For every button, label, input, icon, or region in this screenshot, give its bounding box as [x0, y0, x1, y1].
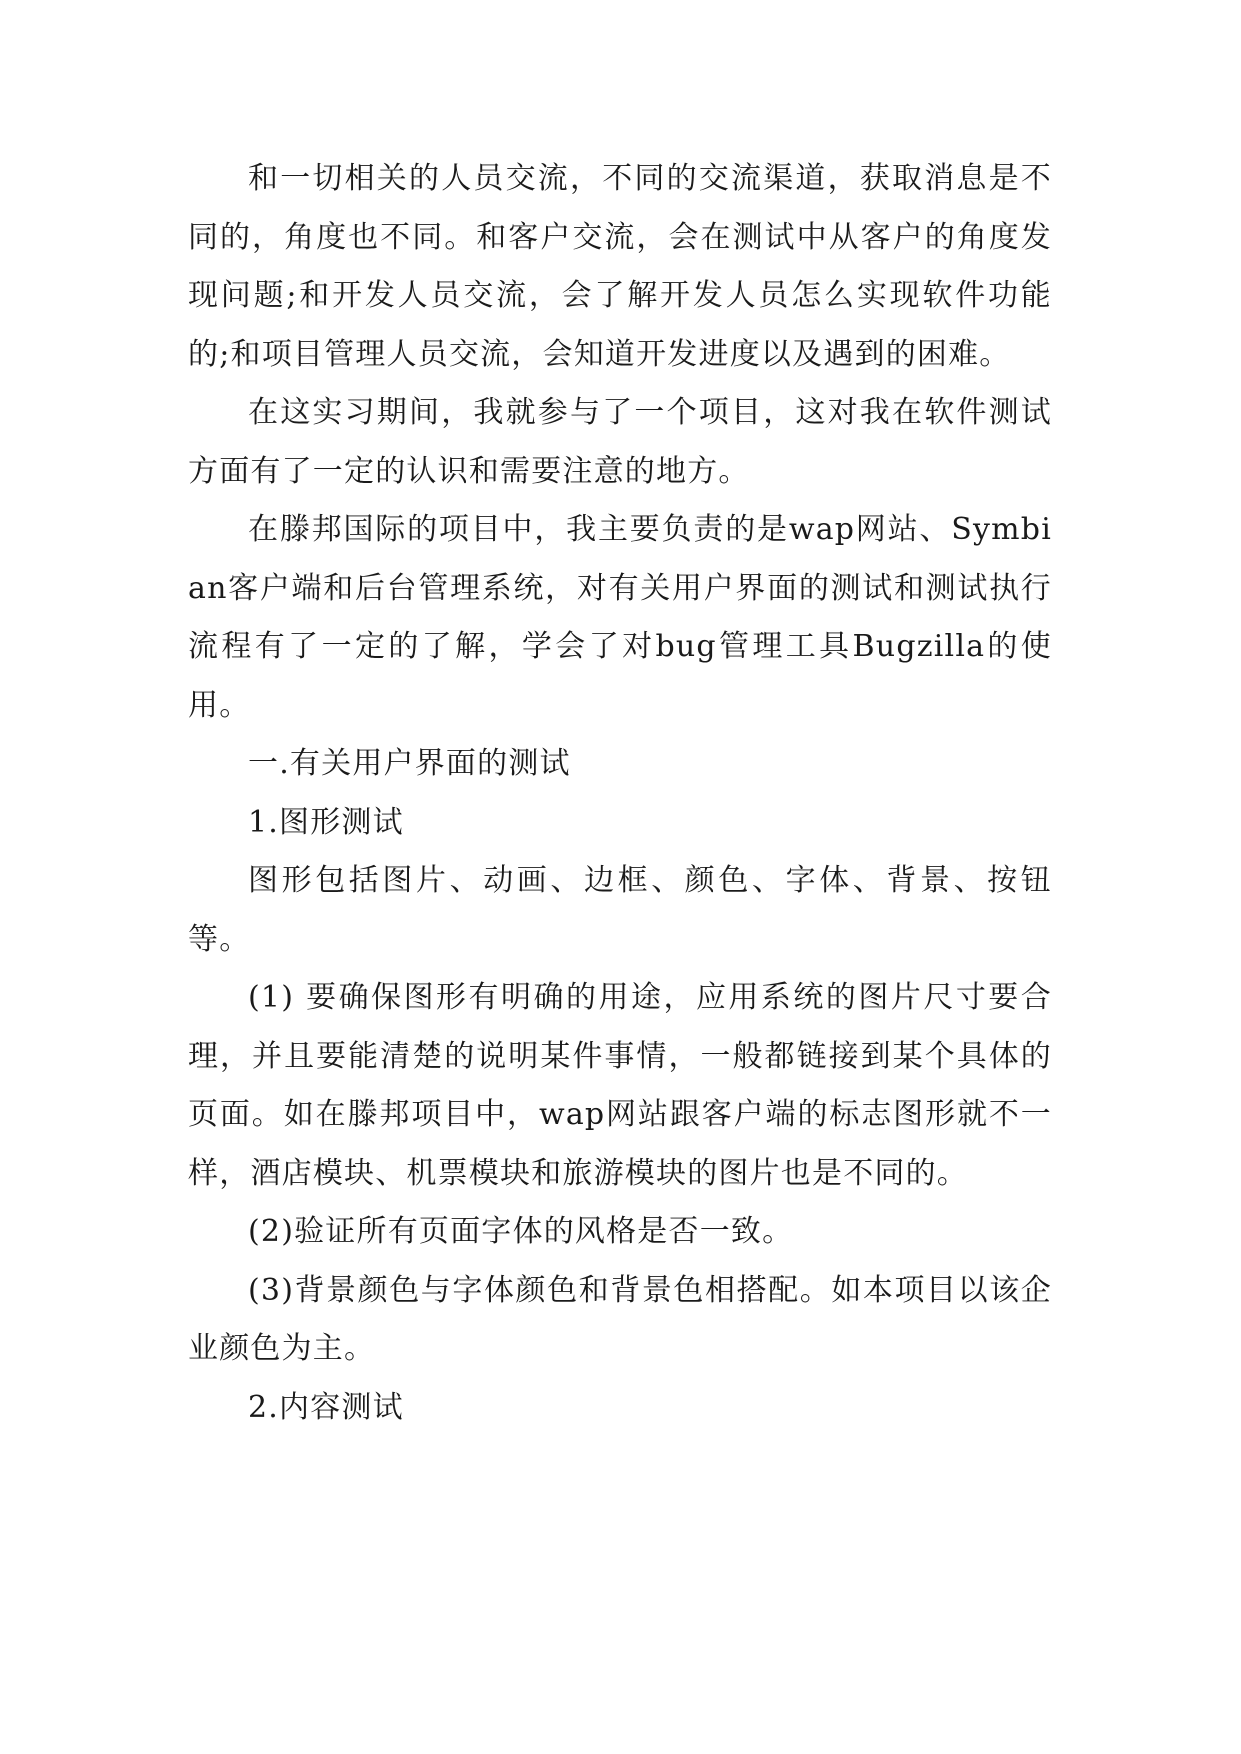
- paragraph-graphics-definition: 图形包括图片、动画、边框、颜色、字体、背景、按钮等。: [188, 863, 1052, 957]
- section-heading-ui-testing: 一.有关用户界面的测试: [248, 746, 571, 781]
- paragraph-communication: 和一切相关的人员交流，不同的交流渠道，获取消息是不同的，角度也不同。和客户交流，会在测试中从客户的角度发现问题;和开发人员交流，会了解开发人员怎么实现软件功能的;和项目管理人员交流，会知道开发进度以及遇到的困难。: [188, 161, 1052, 372]
- list-item-background-color: (3)背景颜色与字体颜色和背景色相搭配。如本项目以该企业颜色为主。: [188, 1272, 1052, 1366]
- paragraph-project-responsibility: 在滕邦国际的项目中，我主要负责的是wap网站、Symbian客户端和后台管理系统，对有关用户界面的测试和测试执行流程有了一定的了解，学会了对bug管理工具Bugzilla的使用。: [188, 512, 1052, 723]
- subsection-heading-content-testing: 2.内容测试: [248, 1389, 404, 1425]
- list-item-graphics-purpose: (1) 要确保图形有明确的用途，应用系统的图片尺寸要合理，并且要能清楚的说明某件事情，一般都链接到某个具体的页面。如在滕邦项目中，wap网站跟客户端的标志图形就不一样，酒店模块、机票模块和旅游模块的图片也是不同的。: [188, 980, 1052, 1191]
- document-body: [188, 150, 1052, 1437]
- paragraph-internship: 在这实习期间，我就参与了一个项目，这对我在软件测试方面有了一定的认识和需要注意的地方。: [188, 395, 1052, 489]
- list-item-font-style: (2)验证所有页面字体的风格是否一致。: [248, 1214, 794, 1249]
- subsection-heading-graphics-testing: 1.图形测试: [248, 804, 404, 840]
